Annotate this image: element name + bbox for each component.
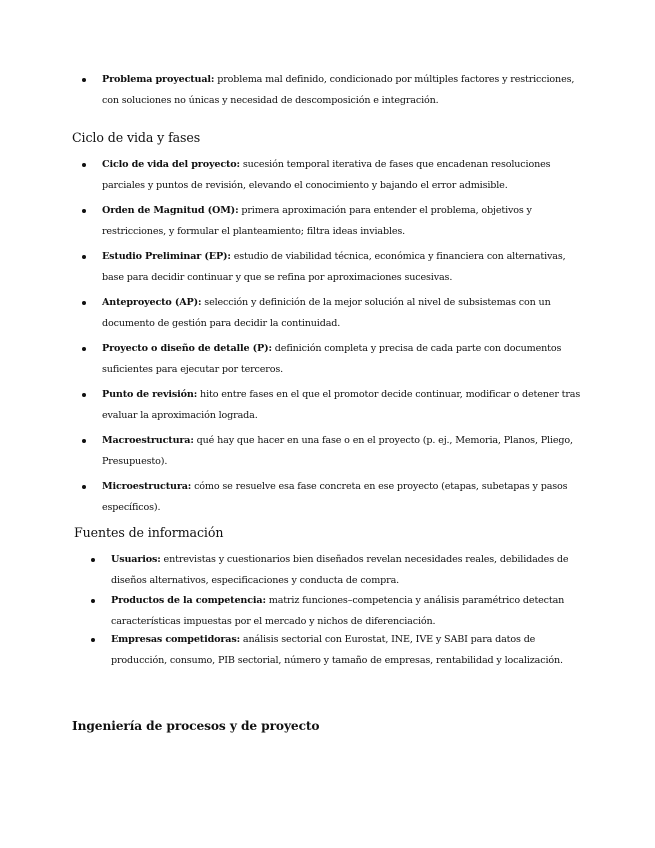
list-item (111, 550, 581, 591)
list-item (102, 385, 588, 426)
item-term: Productos de la competencia: (111, 595, 266, 606)
section-heading-fuentes: Fuentes de información (74, 525, 224, 540)
list-item (102, 201, 588, 242)
bullet-icon (91, 599, 95, 603)
list-item (102, 155, 588, 196)
section-heading-ingenieria: Ingeniería de procesos y de proyecto (72, 719, 320, 733)
item-text: definición completa y precisa de cada parte con documentos suficientes para ejecutar por terceros. (102, 343, 562, 375)
item-text: sucesión temporal iterativa de fases que encadenan resoluciones parciales y puntos de revisión, elevando el conocimiento y bajando el error admisible. (102, 159, 551, 191)
item-term: Empresas competidoras: (111, 634, 240, 645)
item-text: primera aproximación para entender el problema, objetivos y restricciones, y formular el planteamiento; filtra ideas inviables. (102, 205, 532, 237)
item-term: Proyecto o diseño de detalle (P): (102, 343, 272, 354)
item-term: Microestructura: (102, 481, 192, 492)
bullet-icon (82, 347, 86, 351)
list-item (111, 630, 581, 671)
list-item (102, 431, 588, 472)
item-text: selección y definición de la mejor solución al nivel de subsistemas con un documento de gestión para decidir la continuidad. (102, 297, 551, 329)
list-item (111, 591, 581, 632)
list-item-problema-proyectual (102, 70, 588, 111)
item-text: entrevistas y cuestionarios bien diseñados revelan necesidades reales, debilidades de diseños alternativos, especificaciones y conducta de compra. (111, 554, 569, 586)
item-text: cómo se resuelve esa fase concreta en ese proyecto (etapas, subetapas y pasos específicos). (102, 481, 568, 513)
bullet-icon (82, 485, 86, 489)
bullet-icon (91, 638, 95, 642)
item-term: Estudio Preliminar (EP): (102, 251, 231, 262)
list-item (102, 477, 588, 518)
bullet-icon (82, 255, 86, 259)
item-term: Ciclo de vida del proyecto: (102, 159, 240, 170)
list-item (102, 247, 588, 288)
item-term: Punto de revisión: (102, 389, 198, 400)
bullet-icon (82, 393, 86, 397)
bullet-icon (82, 439, 86, 443)
bullet-icon (82, 209, 86, 213)
item-text: qué hay que hacer en una fase o en el proyecto (p. ej., Memoria, Planos, Pliego, Presupuesto). (102, 435, 573, 467)
item-term: Anteproyecto (AP): (102, 297, 202, 308)
item-term: Orden de Magnitud (OM): (102, 205, 239, 216)
bullet-icon (82, 78, 86, 82)
item-text: matriz funciones–competencia y análisis paramétrico detectan características impuestas por el mercado y nichos de diferenciación. (111, 595, 565, 627)
item-term: Usuarios: (111, 554, 161, 565)
section-heading-ciclo: Ciclo de vida y fases (72, 130, 201, 145)
list-item (102, 339, 588, 380)
item-term: Problema proyectual: (102, 74, 215, 85)
item-text: hito entre fases en el que el promotor decide continuar, modificar o detener tras evaluar la aproximación lograda. (102, 389, 581, 421)
bullet-icon (82, 163, 86, 167)
item-text: análisis sectorial con Eurostat, INE, IVE y SABI para datos de producción, consumo, PIB sectorial, número y tamaño de empresas, rentabilidad y localización. (111, 634, 563, 666)
bullet-icon (91, 558, 95, 562)
bullet-icon (82, 301, 86, 305)
item-text: problema mal definido, condicionado por múltiples factores y restricciones, con soluciones no únicas y necesidad de descomposición e integración. (102, 74, 575, 106)
item-text: estudio de viabilidad técnica, económica y financiera con alternativas, base para decidir continuar y que se refina por aproximaciones sucesivas. (102, 251, 566, 283)
item-term: Macroestructura: (102, 435, 194, 446)
list-item (102, 293, 588, 334)
